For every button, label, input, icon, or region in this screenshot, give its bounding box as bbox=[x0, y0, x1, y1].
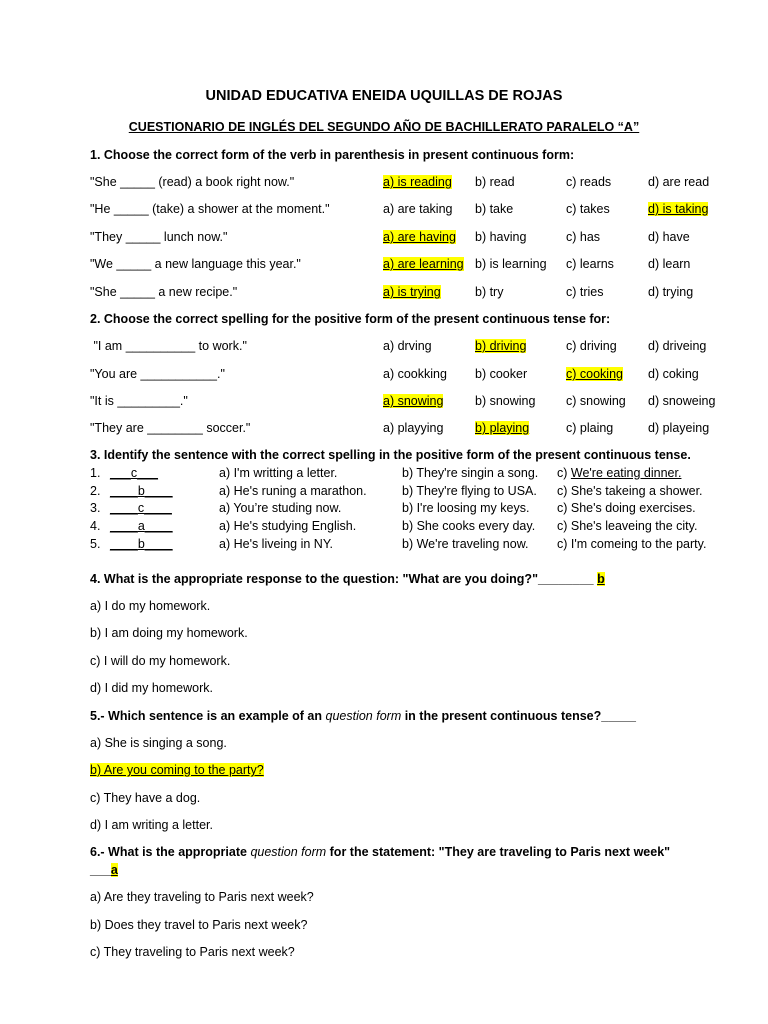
q1-option-a: a) is reading bbox=[383, 175, 452, 189]
q1-option-c: c) tries bbox=[566, 285, 604, 299]
q1-option-d: d) are read bbox=[648, 175, 710, 189]
q3-option-a: a) I'm writting a letter. bbox=[219, 466, 338, 480]
q6-option: c) They traveling to Paris next week? bbox=[90, 945, 295, 959]
q2-option-c: c) plaing bbox=[566, 421, 614, 435]
q2-option-a: a) snowing bbox=[383, 394, 444, 408]
q3-option-b: b) They're singin a song. bbox=[402, 466, 539, 480]
q1-option-b: b) take bbox=[475, 202, 514, 216]
q1-option-b: b) read bbox=[475, 175, 515, 189]
q6-answer: a bbox=[110, 863, 118, 877]
q1-option-c: c) learns bbox=[566, 257, 614, 271]
q3-number: 4. bbox=[90, 519, 101, 533]
worksheet-subtitle: CUESTIONARIO DE INGLÉS DEL SEGUNDO AÑO DE BACHILLERATO PARALELO “A” bbox=[128, 120, 640, 134]
q3-option-c: c) We're eating dinner. bbox=[557, 466, 682, 480]
q3-row bbox=[0, 537, 768, 555]
q3-option-b: b) They're flying to USA. bbox=[402, 484, 537, 498]
q3-option-c: c) She's doing exercises. bbox=[557, 501, 696, 515]
q3-answer-blank: ____b____ bbox=[110, 484, 173, 498]
q2-option-d: d) snoweing bbox=[648, 394, 716, 408]
q2-option-a: a) playying bbox=[383, 421, 444, 435]
q2-option-b: b) playing bbox=[475, 421, 530, 435]
q4-option: b) I am doing my homework. bbox=[90, 626, 248, 640]
q3-number: 1. bbox=[90, 466, 101, 480]
q1-sentence: "She _____ a new recipe." bbox=[90, 285, 238, 299]
q2-option-a: a) cookking bbox=[383, 367, 447, 381]
q3-option-a: a) He's runing a marathon. bbox=[219, 484, 367, 498]
q2-sentence: "You are ___________." bbox=[90, 367, 225, 381]
q2-option-a: a) drving bbox=[383, 339, 432, 353]
q1-option-c: c) reads bbox=[566, 175, 612, 189]
q5-option-correct: b) Are you coming to the party? bbox=[90, 763, 264, 777]
school-title: UNIDAD EDUCATIVA ENEIDA UQUILLAS DE ROJAS bbox=[205, 88, 563, 104]
q3-number: 3. bbox=[90, 501, 101, 515]
q2-option-d: d) driveing bbox=[648, 339, 707, 353]
q1-sentence: "We _____ a new language this year." bbox=[90, 257, 301, 271]
q2-option-d: d) playeing bbox=[648, 421, 710, 435]
q3-number: 2. bbox=[90, 484, 101, 498]
q2-option-c: c) snowing bbox=[566, 394, 626, 408]
q2-option-c: c) driving bbox=[566, 339, 617, 353]
q2-row bbox=[0, 421, 768, 439]
q3-number: 5. bbox=[90, 537, 101, 551]
q5-heading: 5.- Which sentence is an example of an question form in the present continuous tense?_____ bbox=[90, 709, 637, 723]
q1-option-a: a) are learning bbox=[383, 257, 464, 271]
q1-heading: 1. Choose the correct form of the verb in parenthesis in present continuous form: bbox=[90, 148, 575, 162]
q6-option: a) Are they traveling to Paris next week? bbox=[90, 890, 314, 904]
q2-sentence: "They are ________ soccer." bbox=[90, 421, 251, 435]
q6-heading: 6.- What is the appropriate question form for the statement: "They are traveling to Paris next week" bbox=[90, 845, 671, 859]
q2-option-b: b) cooker bbox=[475, 367, 528, 381]
q2-heading: 2. Choose the correct spelling for the positive form of the present continuous tense for: bbox=[90, 312, 611, 326]
q1-option-b: b) is learning bbox=[475, 257, 547, 271]
q4-option: c) I will do my homework. bbox=[90, 654, 231, 668]
q3-answer-blank: ____b____ bbox=[110, 537, 173, 551]
q2-option-c: c) cooking bbox=[566, 367, 623, 381]
q1-option-a: a) are taking bbox=[383, 202, 453, 216]
q2-row bbox=[0, 339, 768, 357]
q3-row bbox=[0, 519, 768, 537]
q3-option-b: b) She cooks every day. bbox=[402, 519, 536, 533]
q1-row bbox=[0, 285, 768, 303]
q1-option-b: b) try bbox=[475, 285, 504, 299]
q1-option-a: a) are having bbox=[383, 230, 456, 244]
q1-option-d: d) trying bbox=[648, 285, 694, 299]
q2-row bbox=[0, 394, 768, 412]
q1-option-a: a) is trying bbox=[383, 285, 441, 299]
q6-answer-line: ___a bbox=[90, 863, 118, 877]
q3-option-c: c) I'm comeing to the party. bbox=[557, 537, 707, 551]
q6-option: b) Does they travel to Paris next week? bbox=[90, 918, 308, 932]
q1-sentence: "He _____ (take) a shower at the moment." bbox=[90, 202, 330, 216]
q2-option-d: d) coking bbox=[648, 367, 699, 381]
q3-option-a: a) You’re studing now. bbox=[219, 501, 342, 515]
q1-row bbox=[0, 202, 768, 220]
q3-answer-blank: ____c____ bbox=[110, 501, 172, 515]
q4-option: a) I do my homework. bbox=[90, 599, 211, 613]
q3-option-c: c) She's takeing a shower. bbox=[557, 484, 703, 498]
q1-option-d: d) learn bbox=[648, 257, 691, 271]
q3-option-a: a) He's studying English. bbox=[219, 519, 357, 533]
q3-row bbox=[0, 484, 768, 502]
q5-option: d) I am writing a letter. bbox=[90, 818, 213, 832]
q1-sentence: "They _____ lunch now." bbox=[90, 230, 228, 244]
q2-sentence: "I am __________ to work." bbox=[90, 339, 247, 353]
q2-sentence: "It is _________." bbox=[90, 394, 188, 408]
q4-heading: 4. What is the appropriate response to the question: "What are you doing?"________ b bbox=[90, 572, 605, 586]
q1-row bbox=[0, 175, 768, 193]
q2-row bbox=[0, 367, 768, 385]
q1-option-d: d) is taking bbox=[648, 202, 709, 216]
q1-option-d: d) have bbox=[648, 230, 690, 244]
q1-option-c: c) has bbox=[566, 230, 601, 244]
q3-option-a: a) He's liveing in NY. bbox=[219, 537, 334, 551]
q3-answer-blank: ____a____ bbox=[110, 519, 173, 533]
q3-option-b: b) We're traveling now. bbox=[402, 537, 529, 551]
q2-option-b: b) driving bbox=[475, 339, 527, 353]
q3-heading: 3. Identify the sentence with the correct spelling in the positive form of the present continuous tense. bbox=[90, 448, 691, 462]
q1-sentence: "She _____ (read) a book right now." bbox=[90, 175, 295, 189]
q1-option-b: b) having bbox=[475, 230, 527, 244]
q5-option: c) They have a dog. bbox=[90, 791, 201, 805]
q2-option-b: b) snowing bbox=[475, 394, 536, 408]
q1-option-c: c) takes bbox=[566, 202, 610, 216]
q4-answer: b bbox=[597, 572, 605, 586]
q3-row bbox=[0, 501, 768, 519]
q3-answer-blank: ___c___ bbox=[110, 466, 158, 480]
q1-row bbox=[0, 230, 768, 248]
q1-row bbox=[0, 257, 768, 275]
q3-option-b: b) I're loosing my keys. bbox=[402, 501, 530, 515]
q5-option: a) She is singing a song. bbox=[90, 736, 227, 750]
q4-option: d) I did my homework. bbox=[90, 681, 213, 695]
q3-row bbox=[0, 466, 768, 484]
q3-option-c: c) She's leaveing the city. bbox=[557, 519, 698, 533]
